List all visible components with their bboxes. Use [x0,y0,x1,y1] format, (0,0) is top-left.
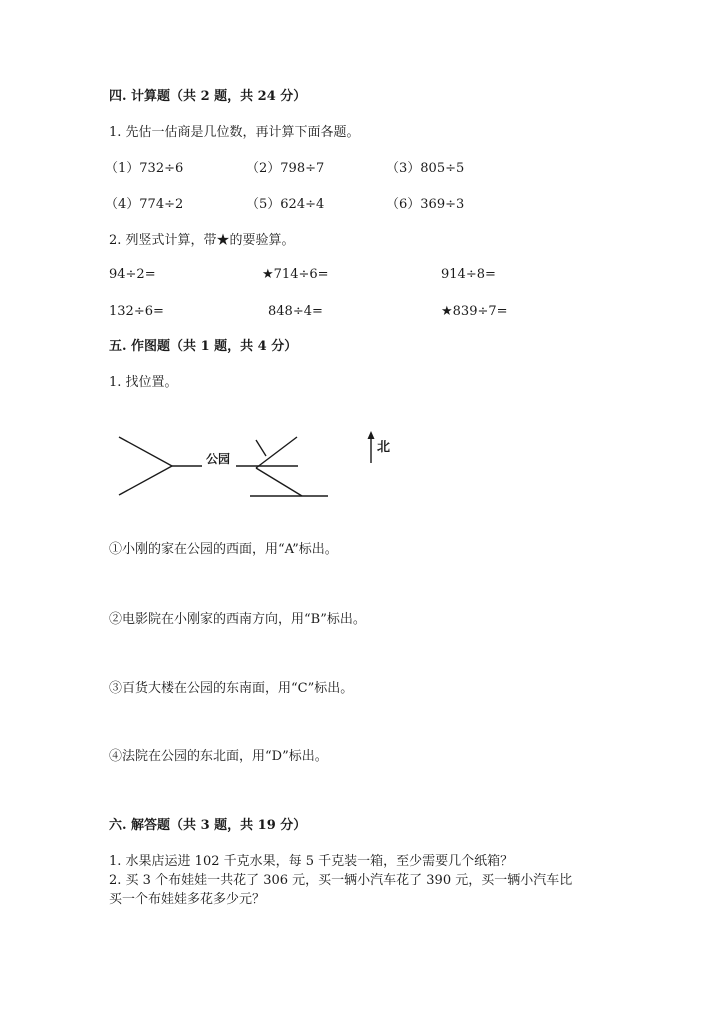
north-arrow-icon [368,431,375,439]
vertical-calc-item: 132÷6= [109,304,164,319]
map-label-north: 北 [377,440,391,455]
section5-title: 五. 作图题（共 1 题，共 4 分） [109,339,298,354]
map-task-item: ①小刚的家在公园的西面，用“A”标出。 [109,542,338,557]
map-road-line [119,466,172,495]
vertical-calc-item: 848÷4= [268,304,323,319]
map-road-line [119,437,172,466]
vertical-calc-item: ★714÷6= [262,267,329,282]
division-item: （2）798÷7 [246,161,325,176]
section4-q2-prompt: 2. 列竖式计算，带★的要验算。 [109,233,295,248]
division-item: （5）624÷4 [246,197,325,212]
map-road-line [256,437,297,468]
map-road-line [256,468,302,496]
vertical-calc-item: 94÷2= [109,267,156,282]
word-problem-2-line1: 2. 买 3 个布娃娃一共花了 306 元，买一辆小汽车花了 390 元，买一辆小汽车比 [109,873,573,888]
map-label-park: 公园 [205,452,231,466]
vertical-calc-item: 914÷8= [441,267,496,282]
division-item: （6）369÷3 [386,197,465,212]
section4-q1-prompt: 1. 先估一估商是几位数，再计算下面各题。 [109,125,360,140]
map-road-line [256,440,266,456]
map-task-item: ②电影院在小刚家的西南方向，用“B”标出。 [109,612,366,627]
division-item: （1）732÷6 [105,161,184,176]
division-item: （3）805÷5 [386,161,465,176]
map-task-item: ③百货大楼在公园的东南面，用“C”标出。 [109,681,354,696]
section5-q1-prompt: 1. 找位置。 [109,375,178,390]
division-item: （4）774÷2 [105,197,184,212]
vertical-calc-item: ★839÷7= [441,304,508,319]
map-task-item: ④法院在公园的东北面，用“D”标出。 [109,749,328,764]
word-problem-2-line2: 买一个布娃娃多花多少元？ [109,892,266,907]
word-problem-1: 1. 水果店运进 102 千克水果，每 5 千克装一箱，至少需要几个纸箱？ [109,854,514,869]
section6-title: 六. 解答题（共 3 题，共 19 分） [109,818,307,833]
section4-title: 四. 计算题（共 2 题，共 24 分） [109,89,307,104]
